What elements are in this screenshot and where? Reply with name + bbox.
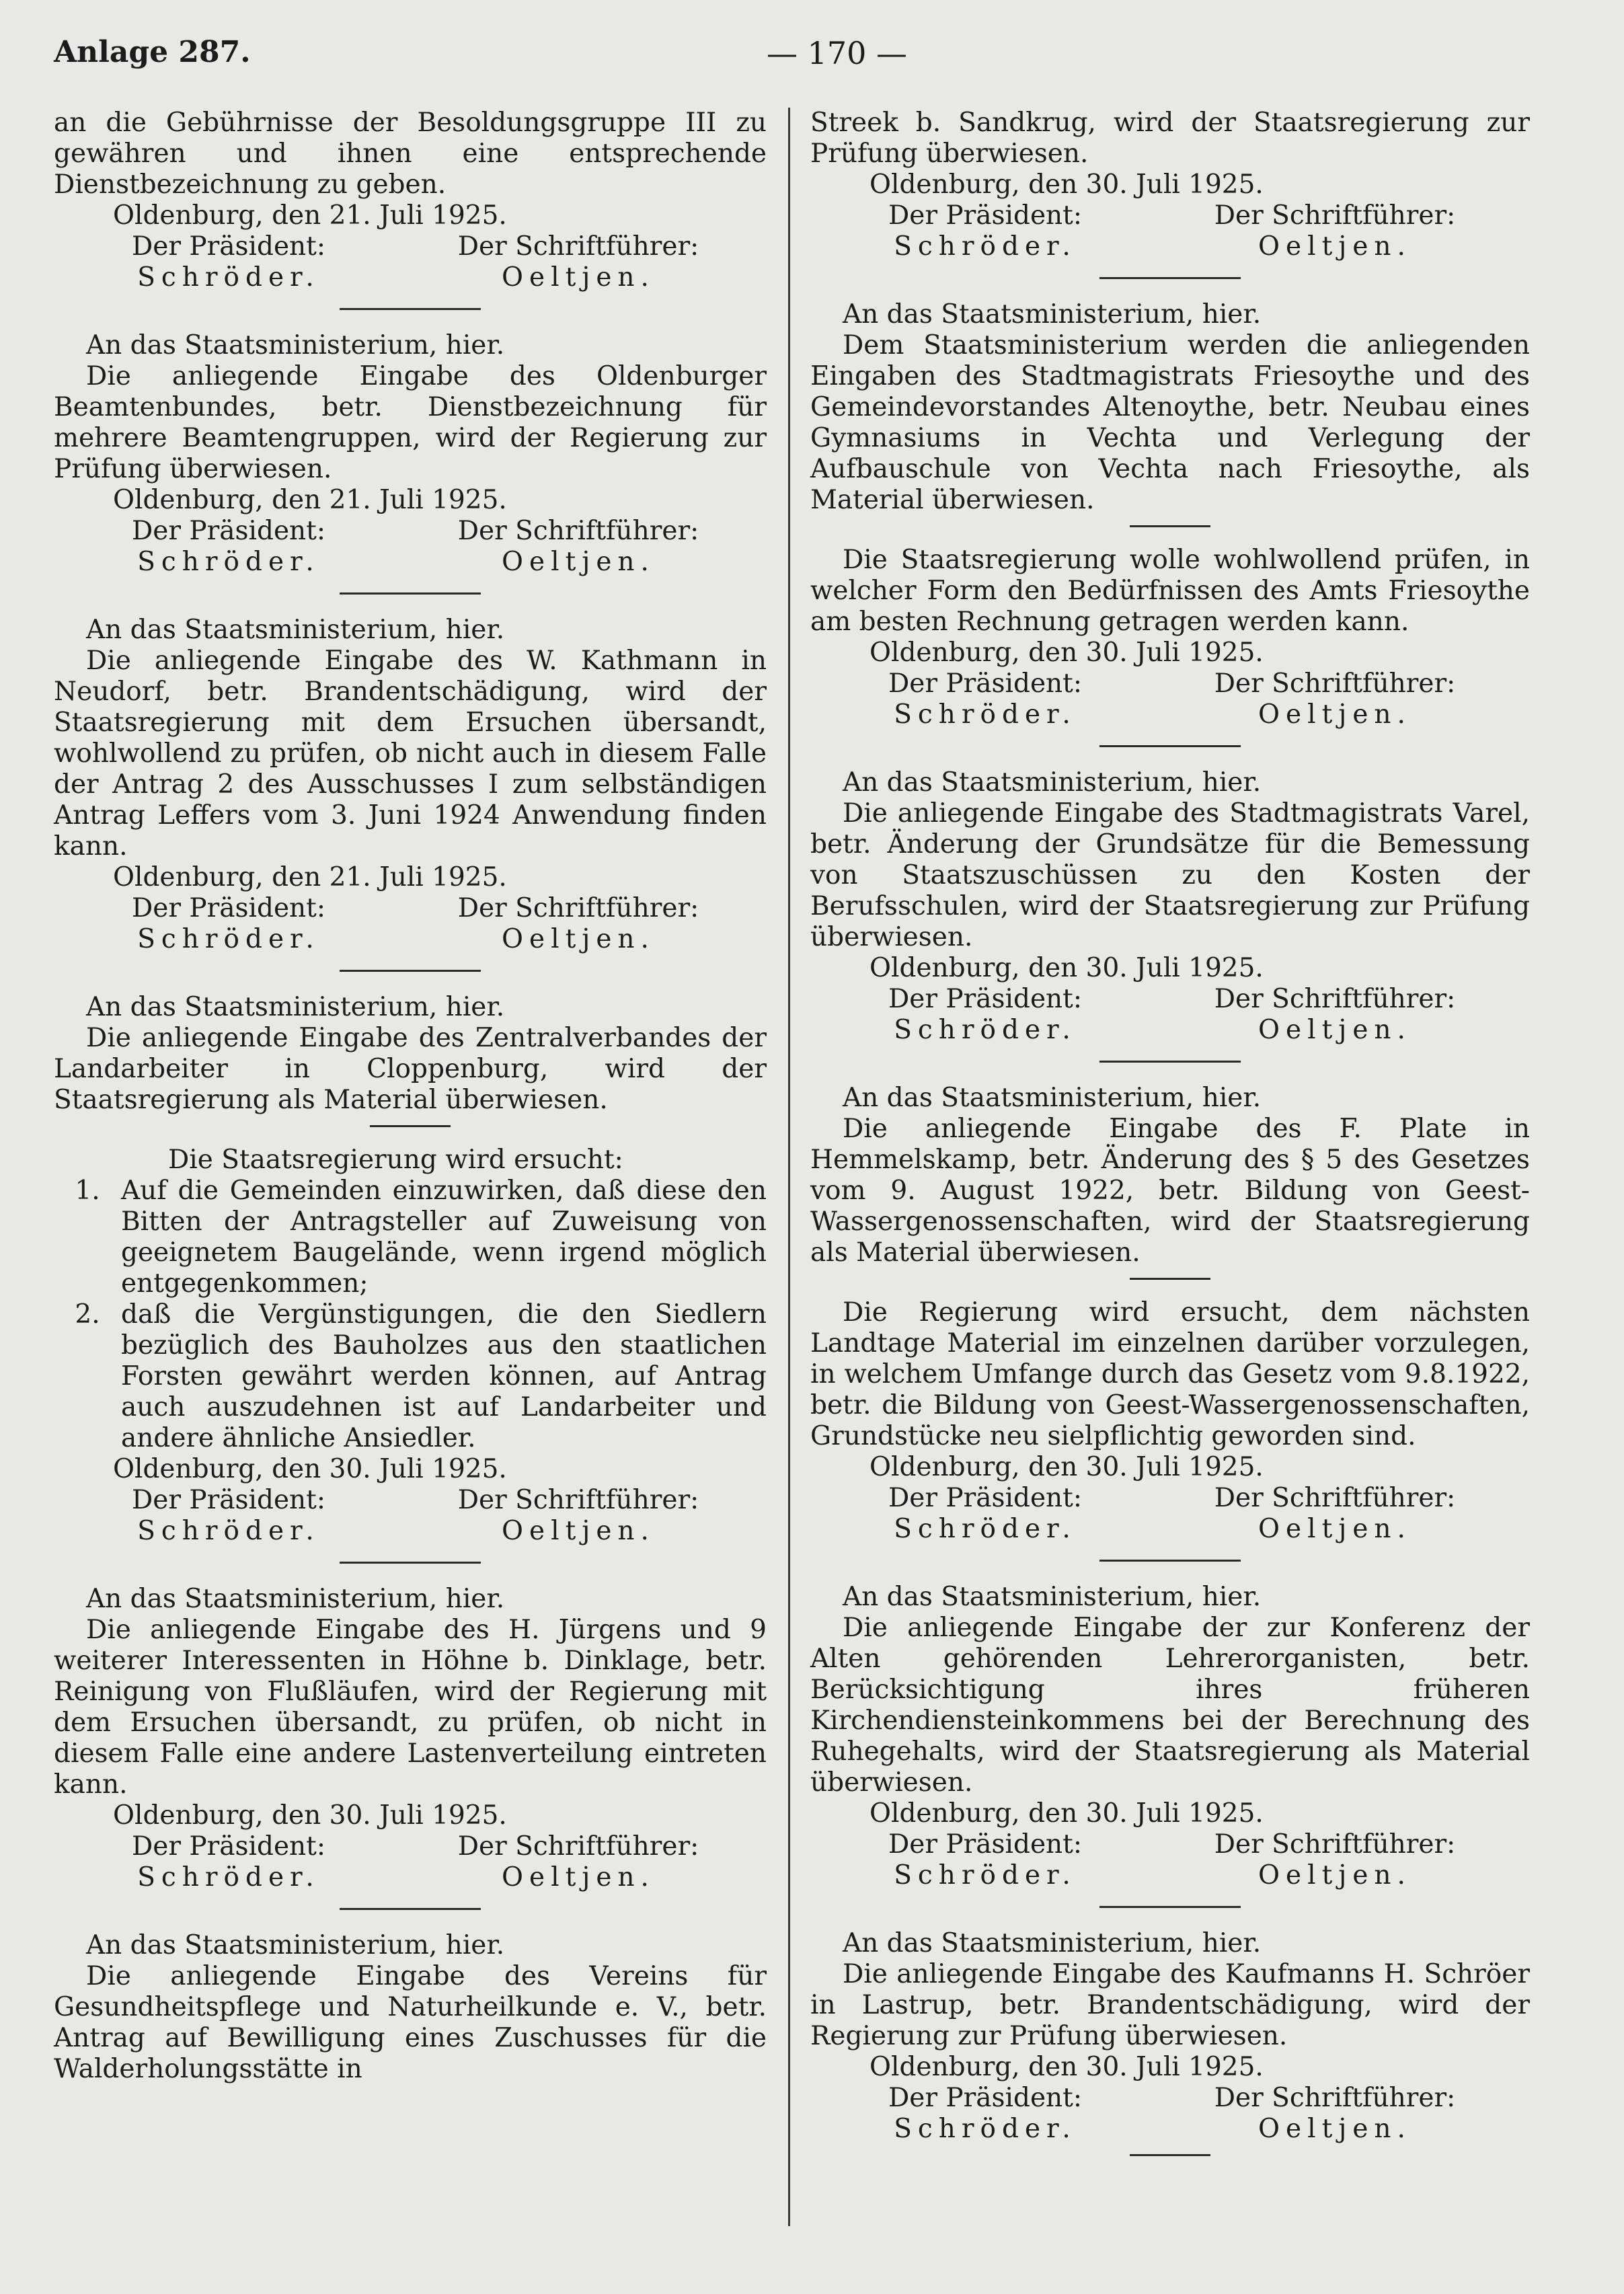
president-label: Der Präsident:	[132, 893, 325, 923]
place-date: Oldenburg, den 30. Juli 1925.	[869, 1798, 1264, 1829]
secretary-name: Oeltjen.	[502, 1862, 655, 1892]
section-divider	[1099, 1061, 1241, 1063]
president-label: Der Präsident:	[888, 668, 1082, 699]
paragraph: Die anliegende Eingabe des Vereins für Gesundheitspflege und Naturheilkunde e. V., betr. Antrag auf Bewilligung eines Zuschusses für die Walderholungsstätte in	[54, 1961, 767, 2084]
president-name: Schröder.	[894, 1015, 1077, 1045]
secretary-label: Der Schriftführer:	[457, 231, 699, 262]
secretary-name: Oeltjen.	[502, 924, 655, 954]
secretary-label: Der Schriftführer:	[457, 1831, 699, 1862]
president-name: Schröder.	[137, 262, 320, 293]
left-column	[54, 108, 767, 2085]
place-date: Oldenburg, den 30. Juli 1925.	[869, 638, 1264, 668]
address-line: An das Staatsministerium, hier.	[843, 767, 1262, 798]
address-line: An das Staatsministerium, hier.	[843, 299, 1262, 330]
signature-labels	[810, 668, 1530, 699]
list-number: 2.	[75, 1299, 100, 1330]
president-label: Der Präsident:	[888, 1483, 1082, 1513]
president-label: Der Präsident:	[888, 984, 1082, 1014]
place-date: Oldenburg, den 30. Juli 1925.	[113, 1800, 507, 1831]
president-name: Schröder.	[894, 231, 1077, 262]
paragraph: Die anliegende Eingabe des Kaufmanns H. Schröer in Lastrup, betr. Brandentschädigung, wird der Regierung zur Prüfung überwiesen.	[810, 1959, 1530, 2051]
secretary-name: Oeltjen.	[1258, 699, 1412, 730]
section-divider	[1099, 1906, 1241, 1908]
secretary-name: Oeltjen.	[502, 547, 655, 577]
place-date: Oldenburg, den 30. Juli 1925.	[869, 953, 1264, 983]
list-item	[54, 1176, 767, 1299]
signature-names	[54, 262, 767, 293]
place-date: Oldenburg, den 30. Juli 1925.	[113, 1454, 507, 1484]
paragraph: Die anliegende Eingabe des Stadtmagistrats Varel, betr. Änderung der Grundsätze für die Bemessung von Staatszuschüssen zu den Kosten der Berufsschulen, wird der Staatsregierung zur Prüfung überwiesen.	[810, 798, 1530, 952]
president-label: Der Präsident:	[132, 1831, 325, 1862]
paragraph: Die anliegende Eingabe des H. Jürgens und 9 weiterer Interessenten in Höhne b. Dinklage, betr. Reinigung von Flußläufen, wird der Regierung mit dem Ersuchen übersandt, zu prüfen, ob nicht in diesem Falle eine andere Lastenverteilung eintreten kann.	[54, 1615, 767, 1800]
president-name: Schröder.	[137, 1862, 320, 1892]
signature-names	[810, 1514, 1530, 1545]
paragraph: Dem Staatsministerium werden die anliegenden Eingaben des Stadtmagistrats Friesoythe und des Gemeindevorstandes Altenoythe, betr. Neubau eines Gymnasiums in Vechta und Verlegung der Aufbauschule von Vechta nach Friesoythe, als Material überwiesen.	[810, 330, 1530, 515]
address-line: An das Staatsministerium, hier.	[86, 992, 505, 1022]
section-divider	[370, 1125, 451, 1127]
secretary-name: Oeltjen.	[1258, 1860, 1412, 1890]
signature-labels	[54, 1485, 767, 1516]
paragraph: Die Staatsregierung wolle wohlwollend prüfen, in welcher Form den Bedürfnissen des Amts Friesoythe am besten Rechnung getragen werden kann.	[810, 545, 1530, 637]
address-line: An das Staatsministerium, hier.	[86, 330, 505, 360]
list-text: Auf die Gemeinden einzuwirken, daß diese den Bitten der Antragsteller auf Zuweisung von geeignetem Baugelände, wenn irgend möglich entgegenkommen;	[121, 1176, 767, 1299]
secretary-name: Oeltjen.	[1258, 2114, 1412, 2144]
request-list	[54, 1176, 767, 1454]
president-label: Der Präsident:	[132, 231, 325, 262]
president-name: Schröder.	[894, 1514, 1077, 1544]
page-header	[54, 35, 1533, 82]
section-divider	[340, 1562, 481, 1564]
place-date: Oldenburg, den 21. Juli 1925.	[113, 862, 507, 892]
signature-labels	[54, 1831, 767, 1862]
address-line: An das Staatsministerium, hier.	[843, 1928, 1262, 1958]
signature-names	[54, 1862, 767, 1893]
secretary-label: Der Schriftführer:	[1214, 1483, 1456, 1513]
signature-names	[810, 1860, 1530, 1891]
secretary-name: Oeltjen.	[1258, 1015, 1412, 1045]
section-divider	[1130, 1278, 1210, 1280]
signature-labels	[810, 1829, 1530, 1860]
appendix-label: Anlage 287.	[54, 35, 251, 69]
section-divider	[340, 1908, 481, 1910]
signature-names	[810, 2114, 1530, 2145]
paragraph: Die anliegende Eingabe der zur Konferenz der Alten gehörenden Lehrerorganisten, betr. Berücksichtigung ihres früheren Kirchendiensteinkommens bei der Berechnung des Ruhegehalts, wird der Staatsregierung als Material überwiesen.	[810, 1613, 1530, 1798]
address-line: An das Staatsministerium, hier.	[86, 1584, 505, 1614]
column-divider	[788, 108, 790, 2226]
signature-names	[810, 231, 1530, 262]
paragraph: Die anliegende Eingabe des Zentralverbandes der Landarbeiter in Cloppenburg, wird der Staatsregierung als Material überwiesen.	[54, 1023, 767, 1115]
president-label: Der Präsident:	[888, 1829, 1082, 1860]
address-line: An das Staatsministerium, hier.	[843, 1582, 1262, 1612]
secretary-name: Oeltjen.	[1258, 1514, 1412, 1544]
secretary-name: Oeltjen.	[502, 1516, 655, 1546]
signature-labels	[810, 984, 1530, 1015]
section-divider	[340, 592, 481, 595]
paragraph: Die anliegende Eingabe des W. Kathmann in Neudorf, betr. Brandentschädigung, wird der Staatsregierung mit dem Ersuchen übersandt, wohlwollend zu prüfen, ob nicht auch in diesem Falle der Antrag 2 des Ausschusses I zum selbständigen Antrag Leffers vom 3. Juni 1924 Anwendung finden kann.	[54, 646, 767, 862]
paragraph: Die anliegende Eingabe des F. Plate in Hemmelskamp, betr. Änderung des § 5 des Gesetzes vom 9. August 1922, betr. Bildung von Geest-Wassergenossenschaften, wird der Staatsregierung als Material überwiesen.	[810, 1114, 1530, 1268]
signature-labels	[54, 516, 767, 547]
paragraph: Die Staatsregierung wird ersucht:	[168, 1145, 623, 1175]
paragraph: Streek b. Sandkrug, wird der Staatsregierung zur Prüfung überwiesen.	[810, 108, 1530, 169]
president-label: Der Präsident:	[132, 516, 325, 546]
signature-names	[54, 1516, 767, 1547]
place-date: Oldenburg, den 30. Juli 1925.	[869, 2052, 1264, 2082]
paragraph: an die Gebührnisse der Besoldungsgruppe III zu gewähren und ihnen eine entsprechende Dienstbezeichnung zu geben.	[54, 108, 767, 200]
signature-labels	[54, 893, 767, 924]
page-number: — 170 —	[767, 35, 908, 71]
place-date: Oldenburg, den 21. Juli 1925.	[113, 485, 507, 515]
signature-labels	[810, 1483, 1530, 1514]
president-name: Schröder.	[894, 1860, 1077, 1890]
secretary-label: Der Schriftführer:	[457, 516, 699, 546]
signature-names	[54, 924, 767, 955]
secretary-label: Der Schriftführer:	[1214, 668, 1456, 699]
section-divider	[340, 308, 481, 310]
address-line: An das Staatsministerium, hier.	[843, 1083, 1262, 1113]
secretary-label: Der Schriftführer:	[1214, 200, 1456, 231]
signature-labels	[54, 231, 767, 262]
secretary-name: Oeltjen.	[1258, 231, 1412, 262]
section-divider	[1099, 745, 1241, 747]
secretary-label: Der Schriftführer:	[457, 893, 699, 923]
address-line: An das Staatsministerium, hier.	[86, 615, 505, 645]
section-divider	[1099, 1560, 1241, 1562]
place-date: Oldenburg, den 30. Juli 1925.	[869, 1452, 1264, 1482]
signature-names	[810, 1015, 1530, 1046]
address-line: An das Staatsministerium, hier.	[86, 1930, 505, 1960]
signature-names	[810, 699, 1530, 730]
signature-names	[54, 547, 767, 578]
president-name: Schröder.	[137, 547, 320, 577]
president-label: Der Präsident:	[888, 200, 1082, 231]
right-column	[810, 108, 1530, 2174]
list-text: daß die Vergünstigungen, die den Siedlern bezüglich des Bauholzes aus den staatlichen Forsten gewährt werden können, auf Antrag auch auszudehnen ist auf Landarbeiter und andere ähnliche Ansiedler.	[121, 1299, 767, 1453]
section-divider	[340, 970, 481, 972]
list-item	[54, 1299, 767, 1454]
secretary-name: Oeltjen.	[502, 262, 655, 293]
list-number: 1.	[75, 1176, 100, 1206]
secretary-label: Der Schriftführer:	[1214, 984, 1456, 1014]
president-name: Schröder.	[894, 699, 1077, 730]
president-name: Schröder.	[137, 924, 320, 954]
president-label: Der Präsident:	[888, 2083, 1082, 2113]
paragraph: Die Regierung wird ersucht, dem nächsten Landtage Material im einzelnen darüber vorzulegen, in welchem Umfange durch das Gesetz vom 9.8.1922, betr. die Bildung von Geest-Wassergenossenschaften, Grundstücke neu sielpflichtig geworden sind.	[810, 1297, 1530, 1451]
section-divider	[1130, 2154, 1210, 2156]
place-date: Oldenburg, den 21. Juli 1925.	[113, 200, 507, 231]
signature-labels	[810, 2083, 1530, 2114]
place-date: Oldenburg, den 30. Juli 1925.	[869, 169, 1264, 200]
president-name: Schröder.	[137, 1516, 320, 1546]
secretary-label: Der Schriftführer:	[1214, 2083, 1456, 2113]
section-divider	[1099, 277, 1241, 279]
secretary-label: Der Schriftführer:	[457, 1485, 699, 1515]
secretary-label: Der Schriftführer:	[1214, 1829, 1456, 1860]
president-label: Der Präsident:	[132, 1485, 325, 1515]
paragraph: Die anliegende Eingabe des Oldenburger Beamtenbundes, betr. Dienstbezeichnung für mehrere Beamtengruppen, wird der Regierung zur Prüfung überwiesen.	[54, 361, 767, 484]
section-divider	[1130, 525, 1210, 527]
president-name: Schröder.	[894, 2114, 1077, 2144]
signature-labels	[810, 200, 1530, 231]
